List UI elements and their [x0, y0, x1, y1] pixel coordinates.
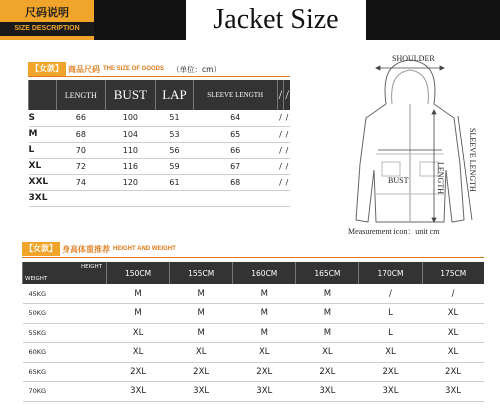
- height-header-160: 160CM: [233, 262, 296, 284]
- page-title: Jacket Size: [186, 0, 366, 40]
- weight-label: 55KG: [23, 323, 107, 343]
- table-cell: /: [284, 110, 290, 126]
- size-section-title-en: THE SIZE OF GOODS: [103, 66, 165, 72]
- shoulder-label: SHOULDER: [392, 54, 435, 63]
- table-cell: 2XL: [422, 362, 484, 382]
- table-cell: XL: [422, 304, 484, 324]
- table-cell: 100: [105, 110, 155, 126]
- table-row: [29, 158, 291, 174]
- size-label: XXL: [29, 174, 57, 190]
- table-cell: M: [296, 284, 359, 304]
- size-section-unit: （单位：cm）: [172, 64, 221, 74]
- table-cell: M: [233, 323, 296, 343]
- table-cell: 70: [57, 142, 106, 158]
- table-cell: L: [359, 323, 422, 343]
- table-cell: [57, 190, 106, 206]
- table-cell: [277, 190, 284, 206]
- table-cell: 2XL: [233, 362, 296, 382]
- col-header-length: LENGTH: [57, 80, 106, 110]
- height-header-150: 150CM: [107, 262, 170, 284]
- table-row: [29, 174, 291, 190]
- table-row: [29, 126, 291, 142]
- table-cell: 2XL: [359, 362, 422, 382]
- table-cell: M: [233, 284, 296, 304]
- height-header-155: 155CM: [170, 262, 233, 284]
- weight-section-title-cn: 身高体重推荐: [62, 244, 110, 254]
- table-cell: M: [170, 323, 233, 343]
- table-cell: XL: [359, 343, 422, 363]
- weight-label: 50KG: [23, 304, 107, 324]
- table-cell: M: [296, 323, 359, 343]
- jacket-measurement-diagram: [330, 44, 498, 256]
- table-cell: 66: [193, 142, 277, 158]
- size-label: M: [29, 126, 57, 142]
- table-cell: /: [422, 284, 484, 304]
- table-row: [23, 343, 485, 363]
- table-cell: 65: [193, 126, 277, 142]
- table-cell: /: [284, 158, 290, 174]
- size-table-header-row: [29, 80, 291, 110]
- weight-section-header: [22, 242, 176, 256]
- weight-corner-cell: [23, 262, 107, 284]
- size-section-divider: [28, 76, 290, 77]
- weight-label: 65KG: [23, 362, 107, 382]
- table-row: [29, 110, 291, 126]
- table-cell: 64: [193, 110, 277, 126]
- table-cell: M: [233, 304, 296, 324]
- length-label: LENGTH: [436, 162, 445, 194]
- badge-title-cn: 尺码说明: [25, 6, 69, 19]
- size-label: XL: [29, 158, 57, 174]
- table-cell: 120: [105, 174, 155, 190]
- table-cell: /: [284, 126, 290, 142]
- table-row: [29, 190, 291, 206]
- size-corner-cell: [29, 80, 57, 110]
- table-cell: 3XL: [233, 382, 296, 402]
- table-cell: 2XL: [170, 362, 233, 382]
- table-cell: XL: [107, 323, 170, 343]
- table-cell: 116: [105, 158, 155, 174]
- measurement-caption: Measurement icon：unit cm: [348, 227, 440, 236]
- table-row: [23, 323, 485, 343]
- table-cell: XL: [422, 343, 484, 363]
- table-cell: /: [277, 158, 284, 174]
- weight-table-header-row: [23, 262, 485, 284]
- col-header-blank-2: /: [284, 80, 290, 110]
- table-cell: /: [284, 174, 290, 190]
- size-label: S: [29, 110, 57, 126]
- table-cell: XL: [422, 323, 484, 343]
- table-cell: 110: [105, 142, 155, 158]
- table-cell: /: [277, 174, 284, 190]
- table-cell: M: [107, 304, 170, 324]
- size-section-title-cn: 商品尺码: [68, 64, 100, 74]
- table-cell: 3XL: [359, 382, 422, 402]
- table-cell: XL: [296, 343, 359, 363]
- size-section-tag: 【女款】: [28, 62, 66, 76]
- table-cell: 61: [156, 174, 194, 190]
- col-header-lap: LAP: [156, 80, 194, 110]
- col-header-sleeve-length: SLEEVE LENGTH: [193, 80, 277, 110]
- bust-label: BUST: [388, 176, 409, 185]
- size-table: [28, 80, 290, 207]
- table-cell: 66: [57, 110, 106, 126]
- table-cell: 3XL: [296, 382, 359, 402]
- table-cell: M: [170, 284, 233, 304]
- table-cell: M: [170, 304, 233, 324]
- table-cell: /: [277, 110, 284, 126]
- table-cell: /: [284, 142, 290, 158]
- weight-label: 45KG: [23, 284, 107, 304]
- table-cell: 51: [156, 110, 194, 126]
- table-cell: M: [107, 284, 170, 304]
- table-cell: /: [277, 126, 284, 142]
- table-cell: 53: [156, 126, 194, 142]
- weight-section-divider: [22, 257, 484, 258]
- height-header-170: 170CM: [359, 262, 422, 284]
- height-header-165: 165CM: [296, 262, 359, 284]
- size-label: L: [29, 142, 57, 158]
- height-header-175: 175CM: [422, 262, 484, 284]
- table-cell: 3XL: [170, 382, 233, 402]
- table-cell: XL: [107, 343, 170, 363]
- table-cell: L: [359, 304, 422, 324]
- size-section-header: [28, 62, 221, 76]
- table-cell: 59: [156, 158, 194, 174]
- page-header: [0, 0, 500, 40]
- table-cell: 104: [105, 126, 155, 142]
- table-cell: [284, 190, 290, 206]
- table-row: [23, 284, 485, 304]
- size-description-badge: [0, 0, 94, 40]
- table-cell: 3XL: [422, 382, 484, 402]
- table-row: [29, 142, 291, 158]
- height-weight-table: [22, 262, 484, 402]
- table-cell: /: [359, 284, 422, 304]
- weight-label: 70KG: [23, 382, 107, 402]
- table-cell: XL: [170, 343, 233, 363]
- table-cell: [193, 190, 277, 206]
- table-row: [23, 382, 485, 402]
- corner-weight-label: WEIGHT: [25, 276, 48, 282]
- table-cell: 68: [57, 126, 106, 142]
- table-cell: 56: [156, 142, 194, 158]
- weight-section-tag: 【女款】: [22, 242, 60, 256]
- badge-title-en: SIZE DESCRIPTION: [0, 22, 94, 36]
- table-cell: 2XL: [296, 362, 359, 382]
- table-cell: [105, 190, 155, 206]
- table-cell: /: [277, 142, 284, 158]
- table-cell: 2XL: [107, 362, 170, 382]
- table-cell: XL: [233, 343, 296, 363]
- table-row: [23, 304, 485, 324]
- corner-height-label: HEIGHT: [81, 264, 102, 270]
- table-cell: [156, 190, 194, 206]
- table-cell: 67: [193, 158, 277, 174]
- col-header-blank-1: /: [277, 80, 284, 110]
- size-label: 3XL: [29, 190, 57, 206]
- sleeve-length-label: SLEEVE LENGTH: [468, 128, 477, 192]
- weight-section-title-en: HEIGHT AND WEIGHT: [113, 246, 176, 252]
- table-cell: 74: [57, 174, 106, 190]
- table-cell: 68: [193, 174, 277, 190]
- col-header-bust: BUST: [105, 80, 155, 110]
- table-cell: 3XL: [107, 382, 170, 402]
- table-cell: M: [296, 304, 359, 324]
- weight-label: 60KG: [23, 343, 107, 363]
- table-row: [23, 362, 485, 382]
- table-cell: 72: [57, 158, 106, 174]
